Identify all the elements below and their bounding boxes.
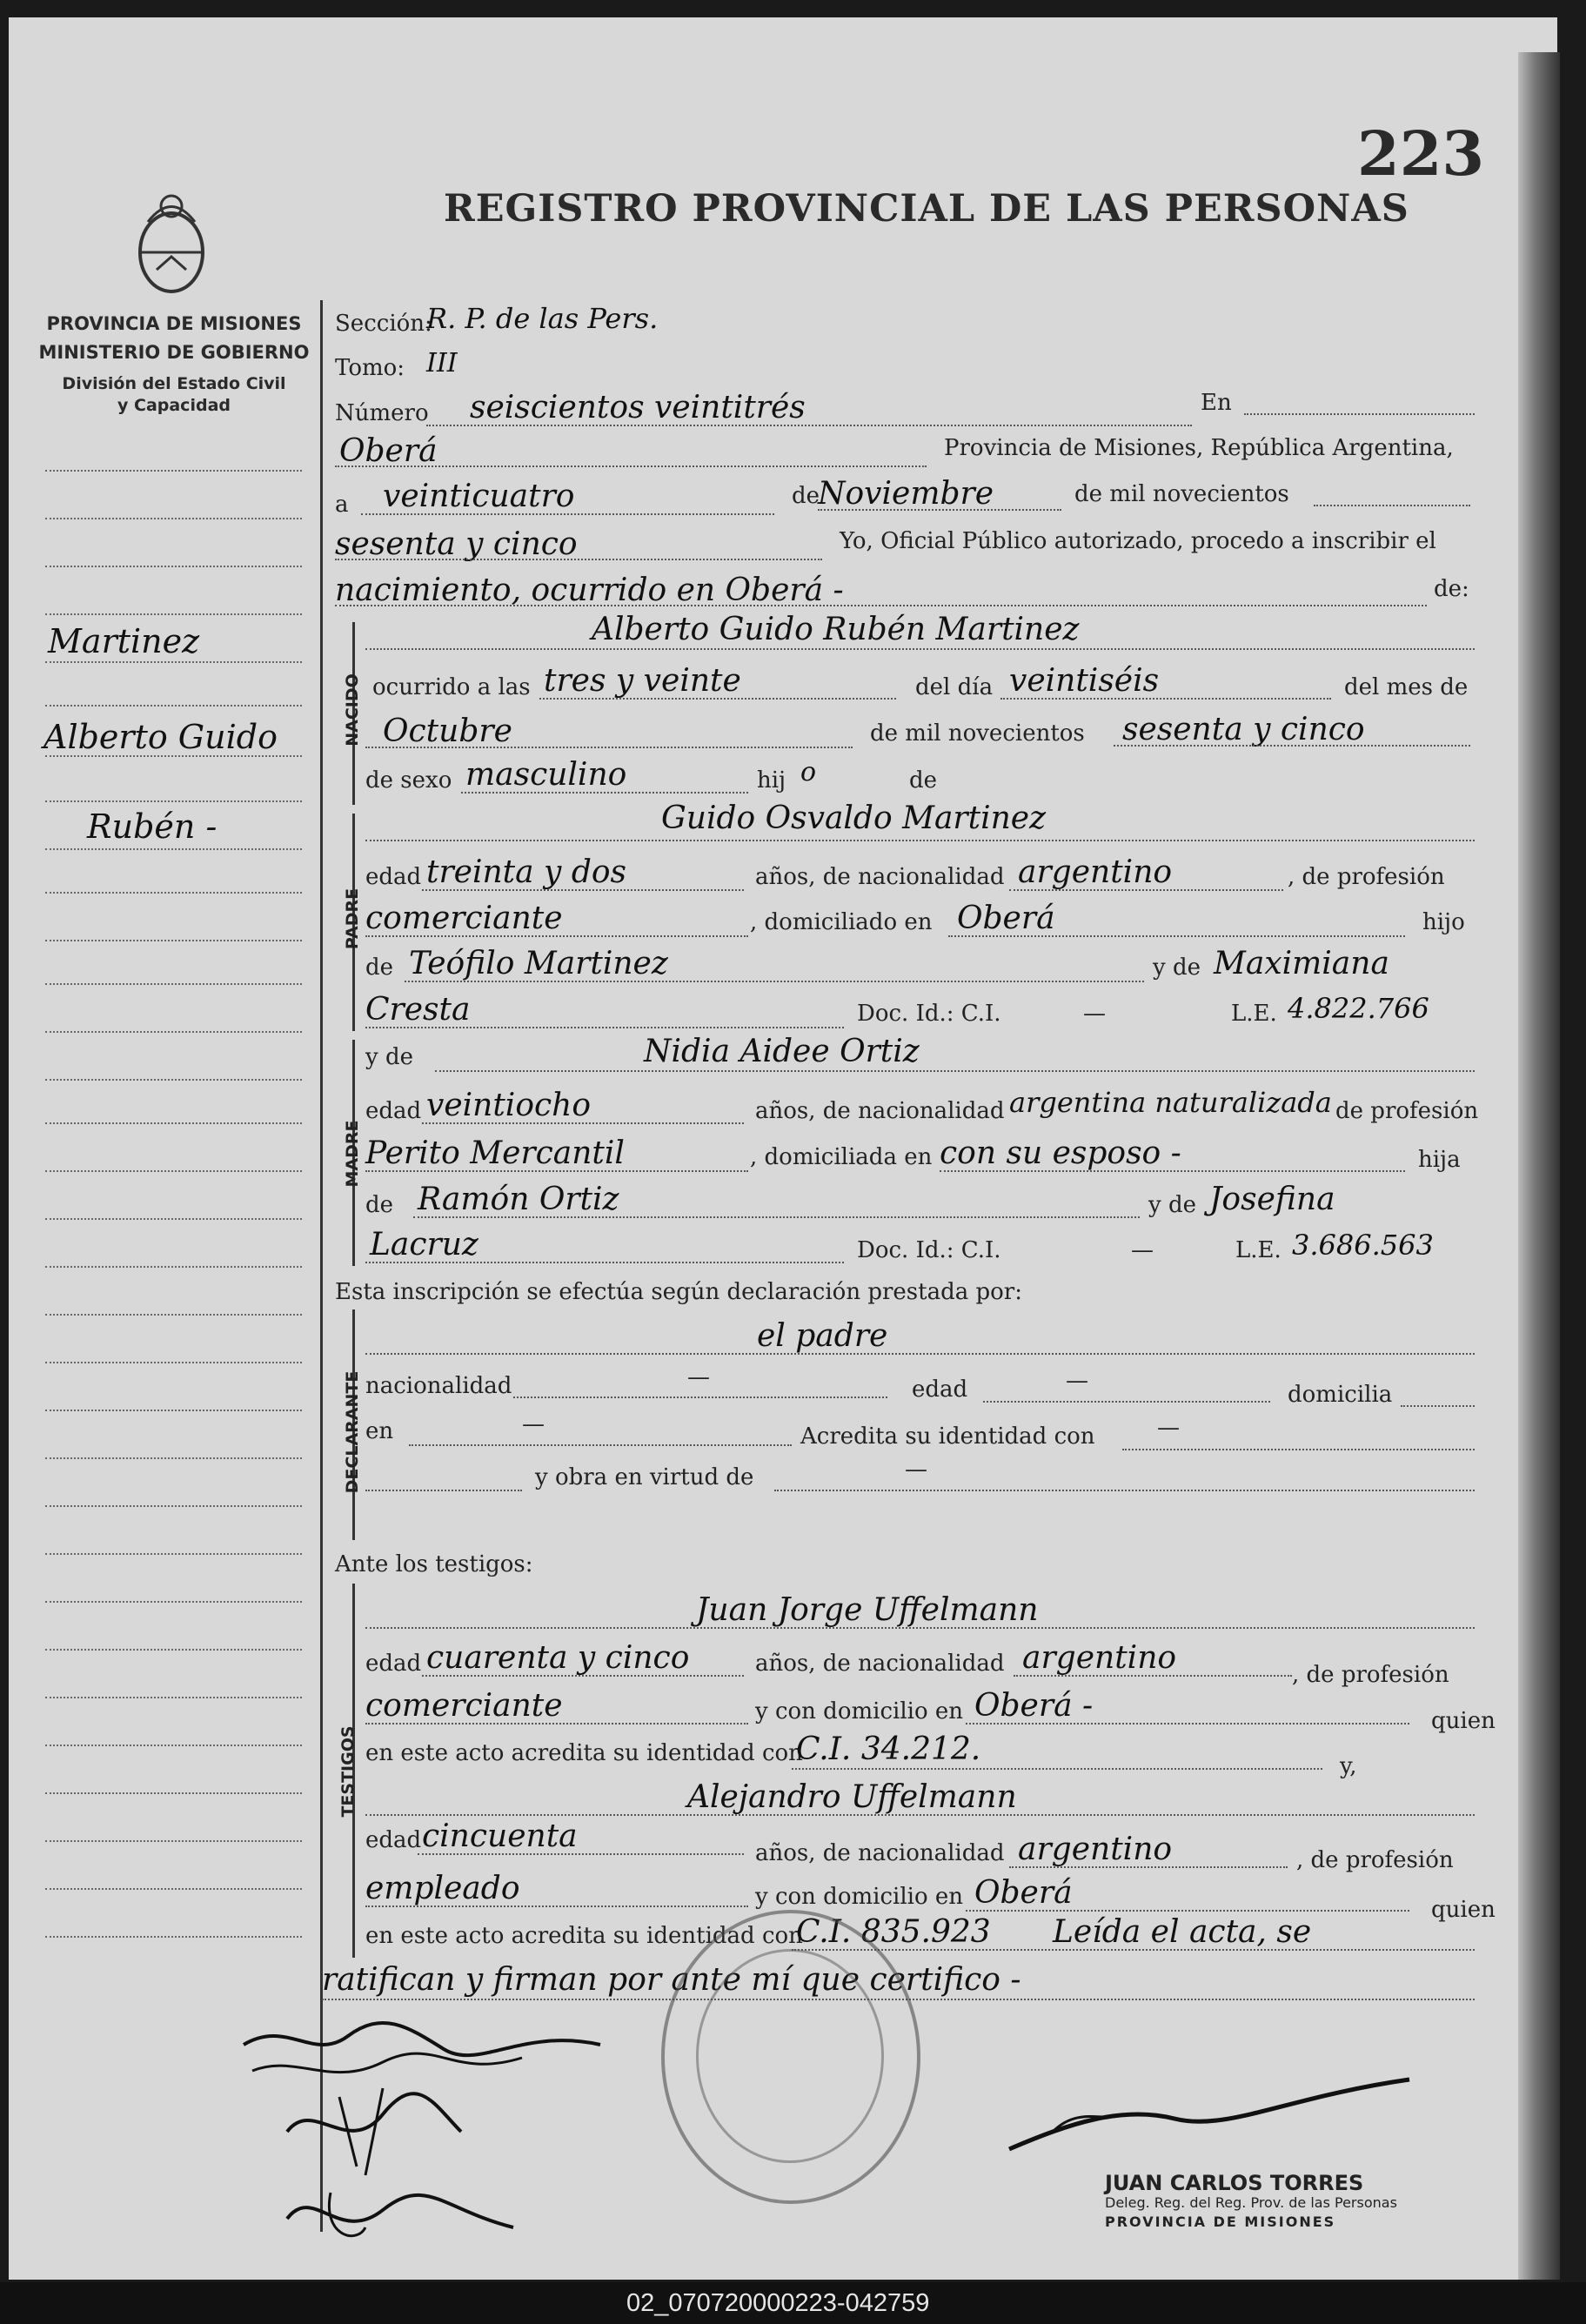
padre-dom-label: , domiciliado en [750,909,933,935]
margin-line [45,1266,302,1268]
margin-line [45,1601,302,1603]
madre-prof-value: Perito Mercantil [365,1135,625,1171]
padre-name: Guido Osvaldo Martinez [661,800,1047,836]
field-line [1009,1866,1288,1868]
hijo-de-label: de [909,767,938,794]
testigo1-edad-value: cuarenta y cinco [426,1640,690,1676]
margin-line [45,1649,302,1651]
margin-line [45,1745,302,1746]
file-id-text: 02_070720000223-042759 [626,2289,930,2317]
padre-prof-value: comerciante [365,901,563,936]
field-line [948,935,1405,937]
margin-line [45,1362,302,1363]
nacido-name: Alberto Guido Rubén Martinez [592,612,1080,647]
field-line [422,1122,744,1124]
margin-line [45,1888,302,1890]
madre-yde2-label: y de [1148,1192,1196,1218]
field-line [405,981,1144,982]
field-line [792,1949,1475,1951]
madre-dom-label: , domiciliada en [750,1144,933,1170]
declarante-nac-value: — [687,1364,710,1390]
testigo2-prof-label: , de profesión [1296,1847,1454,1873]
margin-line [45,1505,302,1507]
signer-name: JUAN CARLOS TORRES [1105,2171,1364,2195]
margin-line [45,1840,302,1842]
padre-le-value: 4.822.766 [1288,992,1429,1025]
field-line [409,1444,792,1446]
padre-nac-value: argentino [1018,854,1173,890]
field-line [1314,505,1470,506]
madre-doc-label: Doc. Id.: C.I. [857,1237,1001,1263]
field-line [792,1768,1322,1770]
nacido-year-value: sesenta y cinco [1122,712,1365,747]
coat-of-arms-icon [130,187,213,296]
madre-label: MADRE [343,1120,362,1188]
place-value: Oberá [339,433,438,469]
testigo1-prof-value: comerciante [365,1688,563,1724]
division-heading: División del Estado Civil [62,374,286,393]
testigo2-nac-label: años, de nacionalidad [755,1840,1005,1866]
margin-line [45,1170,302,1172]
closing-line-2: ratifican y firman por ante mí que certifico - [322,1962,1021,1998]
padre-father-value: Teófilo Martinez [409,946,668,981]
del-dia-label: del día [915,674,994,700]
field-line [1114,745,1470,747]
padre-label: PADRE [343,887,362,950]
margin-line [45,1553,302,1555]
testigo1-id-value: C.I. 34.212. [796,1731,981,1767]
madre-nac-label: años, de nacionalidad [755,1098,1005,1124]
margin-line [45,518,302,519]
madre-yde-label: y de [365,1044,413,1070]
field-line [335,559,822,560]
mes-label: del mes de [1344,674,1469,700]
madre-le-value: 3.686.563 [1292,1229,1434,1262]
testigo1-dom-value: Oberá - [974,1688,1094,1724]
field-line [1401,1405,1475,1407]
margin-line [45,566,302,567]
testigo1-quien-label: quien [1431,1708,1496,1734]
madre-mother-value: Josefina [1209,1182,1335,1217]
document-title: REGISTRO PROVINCIAL DE LAS PERSONAS [444,187,1409,231]
padre-dom-value: Oberá [957,901,1055,936]
padre-hijo-label: hijo [1422,909,1465,935]
en-label: En [1201,390,1232,416]
margin-line [45,613,302,615]
ministry-heading: MINISTERIO DE GOBIERNO [38,342,310,363]
field-line [966,1723,1409,1725]
testigo2-acredita-label: en este acto acredita su identidad con [365,1923,803,1949]
declarante-nac-label: nacionalidad [365,1373,512,1399]
madre-de-label: de [365,1192,394,1218]
ocurrido-label: ocurrido a las [372,674,531,700]
margin-line [45,800,302,802]
madre-name: Nidia Aidee Ortiz [644,1034,920,1069]
margin-line [45,661,302,663]
a-label: a [335,492,349,518]
field-line [365,1627,1475,1629]
margin-line [45,892,302,894]
margin-line [45,1031,302,1033]
tomo-value: III [426,348,458,378]
padre-edad-value: treinta y dos [426,854,627,890]
declarante-obra-label: y obra en virtud de [535,1464,754,1490]
margin-line [45,1697,302,1698]
testigo1-prof-label: , de profesión [1292,1662,1449,1688]
sexo-value: masculino [465,757,627,793]
declarante-intro: Esta inscripción se efectúa según declaración prestada por: [335,1279,1022,1305]
field-line [365,1170,748,1172]
closing-line-1: Leída el acta, se [1053,1914,1312,1950]
madre-hija-label: hija [1418,1147,1461,1173]
field-line [422,1675,744,1677]
field-line [774,1490,1475,1491]
margin-line [45,983,302,985]
declarante-edad-value: — [1066,1368,1088,1394]
nacido-label: NACIDO [343,673,362,747]
field-line [983,1401,1270,1403]
field-line [1122,1449,1475,1450]
field-line [435,1070,1475,1072]
mil-label: de mil novecientos [1074,481,1289,507]
day-value: veinticuatro [383,479,575,514]
division-heading-2: y Capacidad [117,396,231,415]
testigo2-dom-label: y con domicilio en [755,1884,964,1910]
field-line [966,1910,1409,1912]
field-line [365,1262,844,1263]
testigo2-name: Alejandro Uffelmann [687,1779,1017,1815]
padre-doc-value: — [1083,1001,1106,1027]
madre-father-value: Ramón Ortiz [418,1182,619,1217]
seccion-label: Sección: [335,311,432,337]
month-value: Noviembre [818,476,994,512]
nacido-month-value: Octubre [383,713,512,749]
padre-de-label: de [365,954,394,981]
testigo2-dom-value: Oberá [974,1875,1073,1911]
madre-dom-value: con su esposo - [940,1135,1181,1171]
event-value: nacimiento, ocurrido en Oberá - [335,573,844,608]
field-line [413,1216,1140,1218]
field-line [1014,1675,1292,1677]
margin-line [45,848,302,850]
margin-surname: Martinez [48,622,200,660]
madre-prof-label: de profesión [1335,1098,1479,1124]
margin-line [45,1314,302,1316]
field-line [335,605,1427,606]
field-line [361,513,774,515]
margin-line [45,1410,302,1411]
padre-mother-value: Maximiana [1214,946,1389,981]
margin-divider [320,300,323,2232]
field-line [365,1353,1475,1355]
declarante-label: DECLARANTE [343,1370,362,1494]
testigo1-name: Juan Jorge Uffelmann [696,1592,1039,1628]
margin-line [45,1079,302,1081]
testigo2-id-value: C.I. 835.923 [796,1914,991,1950]
field-line [418,1853,744,1855]
numero-label: Número [335,400,429,426]
padre-mother-value-2: Cresta [365,992,471,1028]
declarante-edad-label: edad [912,1376,968,1403]
field-line [365,648,1475,650]
field-line [513,1396,887,1398]
field-line [461,792,748,794]
testigo1-nac-label: años, de nacionalidad [755,1651,1005,1677]
province-text: Provincia de Misiones, República Argentina, [944,435,1454,461]
declarante-en-value: — [522,1411,545,1437]
padre-doc-label: Doc. Id.: C.I. [857,1001,1001,1027]
margin-line [45,1122,302,1124]
province-heading: PROVINCIA DE MISIONES [46,313,302,334]
testigo2-edad-value: cincuenta [422,1818,578,1854]
margin-given-names: Alberto Guido [43,718,278,756]
declarante-obra-value: — [905,1457,927,1483]
field-line [940,1170,1405,1172]
testigo2-nac-value: argentino [1018,1832,1173,1867]
declarante-name: el padre [757,1318,888,1354]
margin-line [45,1792,302,1794]
signer-title: Deleg. Reg. del Reg. Prov. de las Personas [1105,2194,1397,2211]
madre-mother-value-2: Lacruz [370,1227,478,1262]
margin-given-names-2: Rubén - [87,807,217,846]
field-line [335,465,927,467]
testigo2-edad-label: edad [365,1827,422,1853]
field-line [818,509,1061,511]
nacido-mil-label: de mil novecientos [870,720,1085,747]
de-colon-label: de: [1434,576,1469,602]
nacido-day-value: veintiséis [1009,663,1160,699]
signatures-icon [235,2010,609,2271]
field-line [365,1027,844,1028]
declarante-en-label: en [365,1418,394,1444]
testigos-label: TESTIGOS [338,1725,358,1818]
hijo-suffix: o [800,757,817,787]
field-line [365,935,748,937]
field-line [365,1905,748,1907]
field-line [1244,413,1475,415]
padre-prof-label: , de profesión [1288,864,1445,890]
margin-line [45,940,302,941]
testigo2-quien-label: quien [1431,1897,1496,1923]
field-line [1000,698,1331,700]
padre-le-label: L.E. [1231,1001,1277,1027]
de-label: de [792,483,820,509]
testigos-intro: Ante los testigos: [335,1551,533,1577]
testigo-y-label: y, [1340,1753,1357,1779]
margin-line [45,1936,302,1938]
testigo1-edad-label: edad [365,1651,422,1677]
declarante-dom-label: domicilia [1288,1382,1393,1408]
hour-value: tres y veinte [544,663,741,699]
padre-yde-label: y de [1153,954,1201,981]
madre-edad-label: edad [365,1098,422,1124]
page-number: 223 [1357,117,1485,190]
madre-le-label: L.E. [1235,1237,1282,1263]
declarante-acredita-value: — [1157,1415,1180,1441]
testigo2-prof-value: empleado [365,1871,520,1906]
margin-line [45,470,302,472]
testigo1-dom-label: y con domicilio en [755,1698,964,1725]
margin-line [45,705,302,707]
margin-line [45,1457,302,1459]
field-line [539,698,896,700]
tomo-label: Tomo: [335,355,405,381]
registrar-signature-icon [1000,2071,1418,2167]
signer-province: PROVINCIA DE MISIONES [1105,2213,1336,2230]
field-line [1009,889,1283,891]
hijo-label: hij [757,767,786,794]
official-stamp-inner-icon [696,1949,884,2163]
madre-nac-value: argentina naturalizada [1009,1086,1332,1119]
padre-nac-label: años, de nacionalidad [755,864,1005,890]
year-value: sesenta y cinco [335,526,578,562]
field-line [365,1723,748,1725]
testigo1-acredita-label: en este acto acredita su identidad con [365,1740,803,1766]
field-line [365,1814,1475,1816]
footer-bar [0,2282,1586,2324]
field-line [365,747,853,748]
binding-edge [1518,52,1560,2280]
testigo1-nac-value: argentino [1022,1640,1177,1676]
madre-doc-value: — [1131,1237,1154,1263]
field-line [365,840,1475,841]
yo-text: Yo, Oficial Público autorizado, procedo a inscribir el [840,528,1436,554]
declarante-acredita-label: Acredita su identidad con [800,1423,1095,1450]
field-line [422,889,744,891]
madre-edad-value: veintiocho [426,1088,592,1123]
numero-value: seiscientos veintitrés [470,390,806,425]
field-line [365,1490,522,1491]
padre-edad-label: edad [365,864,422,890]
margin-line [45,1218,302,1220]
seccion-value: R. P. de las Pers. [426,302,659,335]
sexo-label: de sexo [365,767,452,794]
field-line [426,425,1192,426]
